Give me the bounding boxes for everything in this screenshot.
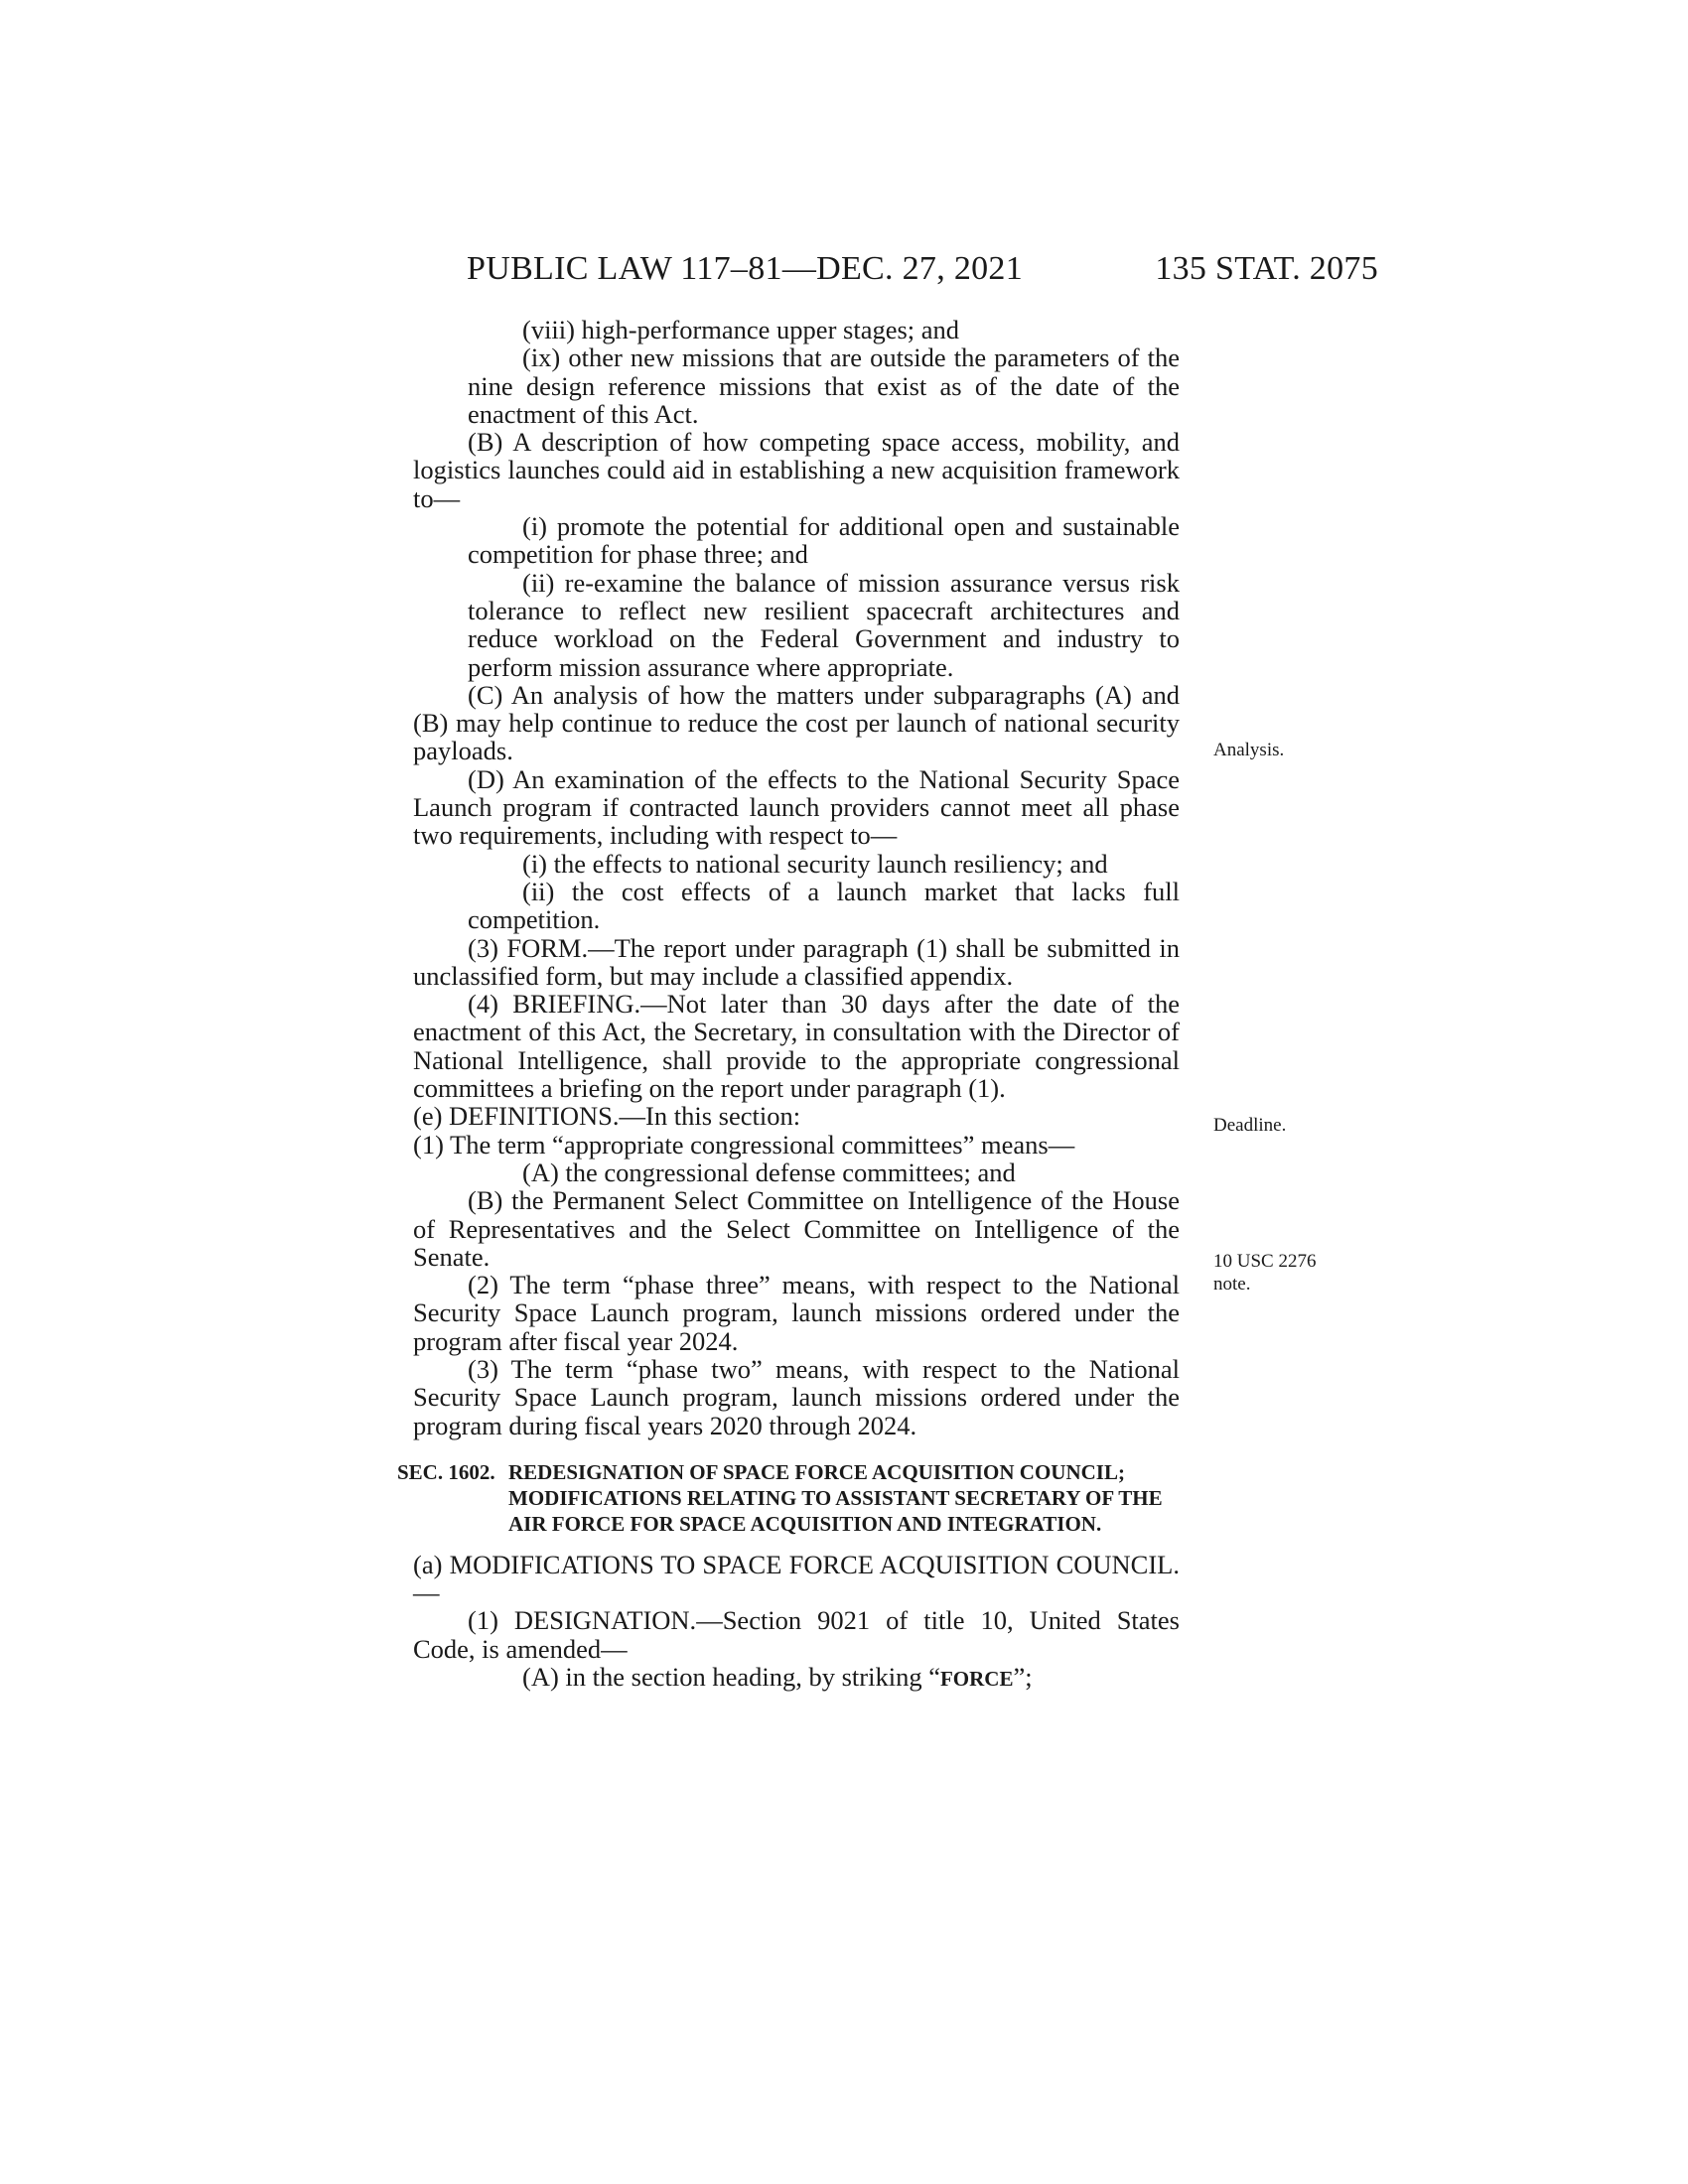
clause-d-i: (i) the effects to national security launch resiliency; and <box>522 848 1108 879</box>
section-heading <box>397 1459 1180 1537</box>
subparagraph-b: (B) A description of how competing space access, mobility, and logistics launches could aid in establishing a new acquisition framework to— <box>413 427 1180 513</box>
subparagraph-d: (D) An examination of the effects to the National Security Space Launch program if contracted launch providers cannot meet all phase two requirements, including with respect to— <box>413 763 1180 851</box>
section-number: SEC. 1602. <box>397 1459 495 1484</box>
definition-1-b: (B) the Permanent Select Committee on Intelligence of the House of Representatives and the Select Committee on Intelligence of the Senate. <box>413 1185 1180 1272</box>
margin-note-usc: 10 USC 2276 <box>1213 1251 1317 1272</box>
subparagraph-c: (C) An analysis of how the matters under subparagraphs (A) and (B) may help continue to reduce the cost per launch of national security payloads. <box>413 679 1180 766</box>
definition-2: (2) The term “phase three” means, with respect to the National Security Space Launch program, launch missions ordered under the program after fiscal year 2024. <box>413 1270 1180 1356</box>
subparagraph-a-amendment: (A) in the section heading, by striking “FORCE”; <box>522 1662 1033 1693</box>
running-header-page: 135 STAT. 2075 <box>1155 250 1378 287</box>
section-title: REDESIGNATION OF SPACE FORCE ACQUISITION COUNCIL; MODIFICATIONS RELATING TO ASSISTANT SECRETARY OF THE AIR FORCE FOR SPACE ACQUISITION AND INTEGRATION. <box>508 1459 1163 1536</box>
definition-1: (1) The term “appropriate congressional committees” means— <box>413 1129 1075 1160</box>
margin-note-deadline: Deadline. <box>1213 1115 1287 1136</box>
subsection-e-definitions: (e) DEFINITIONS.—In this section: <box>413 1101 801 1132</box>
clause-b-i: (i) promote the potential for additional open and sustainable competition for phase three; and <box>468 511 1180 570</box>
struck-term: FORCE <box>939 1667 1014 1692</box>
document-body <box>397 315 1181 1693</box>
clause-d-ii: (ii) the cost effects of a launch market that lacks full competition. <box>468 876 1180 935</box>
subsection-a: (a) MODIFICATIONS TO SPACE FORCE ACQUISITION COUNCIL.— <box>413 1549 1180 1608</box>
definitions-heading: DEFINITIONS. <box>449 1101 620 1132</box>
definition-3: (3) The term “phase two” means, with respect to the National Security Space Launch program, launch missions ordered under the program during fiscal years 2020 through 2024. <box>413 1353 1180 1440</box>
margin-note-usc-note: note. <box>1213 1274 1251 1295</box>
briefing-heading: BRIEFING. <box>512 989 641 1020</box>
paragraph-3-form: (3) FORM.—The report under paragraph (1) shall be submitted in unclassified form, but may include a classified appendix. <box>413 932 1181 991</box>
running-header-title: PUBLIC LAW 117–81—DEC. 27, 2021 <box>467 250 1024 287</box>
paragraph-4-briefing: (4) BRIEFING.—Not later than 30 days after the date of the enactment of this Act, the Secretary, in consultation with the Director of National Intelligence, shall provide to the appropriate congressional committees a briefing on the report under paragraph (1). <box>413 989 1180 1104</box>
subsection-a-heading: MODIFICATIONS TO SPACE FORCE ACQUISITION COUNCIL. <box>449 1549 1180 1579</box>
clause-viii: (viii) high-performance upper stages; and <box>522 315 960 344</box>
clause-b-ii: (ii) re-examine the balance of mission assurance versus risk tolerance to reflect new resilient spacecraft architectures and reduce workload on the Federal Government and industry to perform mission assurance where appropriate. <box>468 567 1180 682</box>
form-heading: FORM. <box>506 932 589 963</box>
clause-ix: (ix) other new missions that are outside the parameters of the nine design reference missions that exist as of the date of the enactment of this Act. <box>468 342 1180 429</box>
paragraph-1-designation: (1) DESIGNATION.—Section 9021 of title 10, United States Code, is amended— <box>413 1605 1180 1664</box>
margin-note-analysis: Analysis. <box>1213 740 1285 760</box>
designation-heading: DESIGNATION. <box>513 1605 697 1636</box>
definition-1-a: (A) the congressional defense committees; and <box>522 1157 1016 1187</box>
